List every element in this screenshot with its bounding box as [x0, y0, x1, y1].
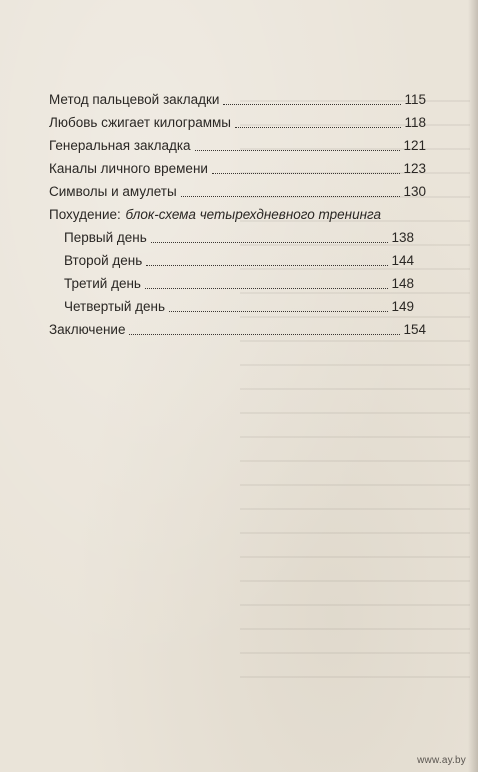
dot-leader	[212, 172, 401, 174]
toc-entry-page: 118	[404, 115, 426, 130]
toc-entry[interactable]	[49, 318, 426, 341]
toc-subentry-title: Второй день	[64, 253, 143, 268]
toc-entry-title: Любовь сжигает килограммы	[49, 115, 231, 130]
toc-subentry-page: 148	[391, 276, 414, 291]
section-subtitle: блок-схема четырехдневного тренинга	[125, 207, 382, 222]
watermark: www.ay.by	[417, 755, 466, 766]
toc-entry-page: 121	[403, 138, 426, 153]
toc-subentry-title: Третий день	[64, 276, 141, 291]
toc-subentry-title: Четвертый день	[64, 299, 166, 314]
toc-entry[interactable]	[49, 180, 426, 203]
dot-leader	[235, 126, 401, 128]
dot-leader	[181, 195, 401, 197]
toc-entry-page: 123	[403, 161, 426, 176]
dot-leader	[129, 333, 400, 335]
toc-entry-title: Метод пальцевой закладки	[49, 92, 220, 107]
toc-subentry-page: 144	[391, 253, 414, 268]
section-prefix: Похудение:	[49, 207, 121, 222]
toc-subentry-page: 138	[391, 230, 414, 245]
toc-entry[interactable]	[49, 134, 426, 157]
dot-leader	[223, 103, 401, 105]
dot-leader	[151, 241, 389, 243]
toc-entry-title: Заключение	[49, 322, 126, 337]
page-edge-shadow	[468, 0, 478, 772]
toc-subentry[interactable]	[49, 249, 414, 272]
toc-entry[interactable]	[49, 88, 426, 111]
toc-entry[interactable]	[49, 157, 426, 180]
toc-entry[interactable]	[49, 111, 426, 134]
dot-leader	[145, 287, 389, 289]
toc-entry-title: Генеральная закладка	[49, 138, 191, 153]
toc-subentry[interactable]	[49, 226, 414, 249]
dot-leader	[146, 264, 388, 266]
toc-subentry-page: 149	[391, 299, 414, 314]
toc-entry-title: Символы и амулеты	[49, 184, 177, 199]
table-of-contents	[49, 88, 426, 341]
toc-subentry[interactable]	[49, 295, 414, 318]
toc-entry-page: 154	[403, 322, 426, 337]
toc-entry-page: 115	[404, 92, 426, 107]
toc-section-heading[interactable]	[49, 203, 426, 226]
toc-entry-page: 130	[403, 184, 426, 199]
section-title	[49, 203, 381, 226]
toc-subentry-title: Первый день	[64, 230, 147, 245]
toc-entry-title: Каналы личного времени	[49, 161, 208, 176]
dot-leader	[169, 310, 388, 312]
dot-leader	[195, 149, 401, 151]
toc-subentry[interactable]	[49, 272, 414, 295]
